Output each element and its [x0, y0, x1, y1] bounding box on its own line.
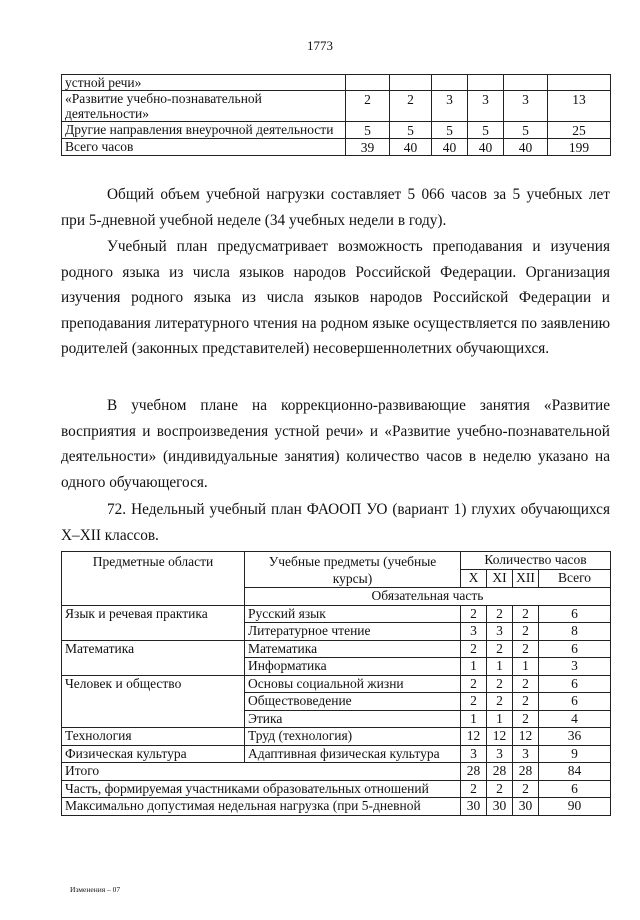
summary-hours-cell [548, 75, 611, 91]
summary-hours-cell: 5 [504, 122, 548, 139]
header-subjects: Учебные предметы (учебные курсы) [245, 552, 461, 588]
summary-hours-cell: 5 [432, 122, 468, 139]
paragraph-plan-title: 72. Недельный учебный план ФАООП УО (вариант 1) глухих обучающихся X–XII классов. [61, 501, 610, 544]
hours-grade-xi: 3 [487, 745, 513, 763]
hours-grade-xii: 3 [513, 745, 539, 763]
summary-hours-cell: 2 [346, 91, 390, 122]
hours-total: 6 [539, 605, 611, 623]
summary-hours-cell: 5 [468, 122, 504, 139]
plan-itogo-row [62, 763, 611, 781]
subject-area-cell: Технология [62, 728, 245, 746]
subject-cell: Русский язык [245, 605, 461, 623]
subject-area-cell: Физическая культура [62, 745, 245, 763]
hours-grade-x: 28 [461, 763, 487, 781]
hours-grade-xi: 12 [487, 728, 513, 746]
subject-area-cell: Язык и речевая практика [62, 605, 245, 640]
summary-hours-cell: 40 [390, 139, 432, 156]
hours-grade-xi: 28 [487, 763, 513, 781]
hours-grade-xi: 1 [487, 710, 513, 728]
hours-total: 36 [539, 728, 611, 746]
header-areas: Предметные области [62, 552, 245, 606]
header-grade-xi: XI [487, 570, 513, 588]
plan-row [62, 675, 611, 693]
subject-cell: Обществоведение [245, 693, 461, 711]
hours-total: 9 [539, 745, 611, 763]
hours-total: 6 [539, 675, 611, 693]
summary-row-label: Другие направления внеурочной деятельности [62, 122, 346, 139]
hours-grade-x: 3 [461, 745, 487, 763]
header-hours: Количество часов [461, 552, 611, 570]
summary-hours-cell: 40 [432, 139, 468, 156]
hours-grade-xii: 2 [513, 693, 539, 711]
hours-total: 6 [539, 780, 611, 798]
plan-max-row [62, 798, 611, 816]
hours-grade-x: 2 [461, 693, 487, 711]
hours-total: 84 [539, 763, 611, 781]
footer-changes-note: Изменения – 07 [70, 885, 121, 894]
hours-grade-x: 2 [461, 640, 487, 658]
header-grade-xii: XII [513, 570, 539, 588]
hours-grade-xii: 12 [513, 728, 539, 746]
hours-grade-xii: 2 [513, 675, 539, 693]
hours-grade-xii: 30 [513, 798, 539, 816]
hours-grade-xi: 2 [487, 675, 513, 693]
plan-itogo-label: Итого [62, 763, 461, 781]
summary-hours-cell [504, 75, 548, 91]
hours-total: 4 [539, 710, 611, 728]
hours-grade-xii: 2 [513, 605, 539, 623]
hours-grade-x: 1 [461, 658, 487, 676]
hours-grade-xi: 1 [487, 658, 513, 676]
weekly-plan-table [61, 551, 611, 816]
hours-grade-x: 12 [461, 728, 487, 746]
plan-row [62, 728, 611, 746]
summary-hours-cell: 40 [468, 139, 504, 156]
hours-grade-x: 30 [461, 798, 487, 816]
subject-cell: Этика [245, 710, 461, 728]
hours-total: 8 [539, 623, 611, 641]
subject-cell: Адаптивная физическая культура [245, 745, 461, 763]
hours-total: 6 [539, 693, 611, 711]
plan-row [62, 640, 611, 658]
summary-hours-cell: 3 [504, 91, 548, 122]
summary-hours-cell: 2 [390, 91, 432, 122]
paragraph-total-load: Общий объем учебной нагрузки составляет 5 066 часов за 5 учебных лет при 5-дневной учебной неделе (34 учебных недели в году). [61, 186, 610, 229]
summary-row [62, 139, 611, 156]
subject-cell: Основы социальной жизни [245, 675, 461, 693]
plan-part-row [62, 780, 611, 798]
subject-cell: Литературное чтение [245, 623, 461, 641]
subject-cell: Информатика [245, 658, 461, 676]
hours-grade-xi: 2 [487, 780, 513, 798]
summary-row-label: Всего часов [62, 139, 346, 156]
paragraph-correctional: В учебном плане на коррекционно-развивающие занятия «Развитие восприятия и воспроизведения устной речи» и «Развитие учебно-познавательной деятельности» (индивидуальные занятия) количество часов в неделю указано на одного обучающегося. [61, 397, 610, 491]
summary-hours-cell [468, 75, 504, 91]
summary-row-label: «Развитие учебно-познавательной деятельности» [62, 91, 346, 122]
header-total: Всего [539, 570, 611, 588]
hours-grade-x: 2 [461, 675, 487, 693]
paragraph-native-language: Учебный план предусматривает возможность преподавания и изучения родного языка из числа языков народов Российской Федерации. Организация изучения родного языка из числа языков народов Российской Федерации и преподавания литературного чтения на родном языке осуществляется по заявлению родителей (законных представителей) несовершеннолетних обучающихся. [61, 238, 610, 357]
hours-total: 6 [539, 640, 611, 658]
plan-part-label: Часть, формируемая участниками образовательных отношений [62, 780, 461, 798]
summary-row [62, 91, 611, 122]
hours-grade-xi: 2 [487, 605, 513, 623]
hours-grade-xi: 2 [487, 640, 513, 658]
subject-cell: Труд (технология) [245, 728, 461, 746]
summary-hours-cell: 5 [390, 122, 432, 139]
hours-grade-x: 1 [461, 710, 487, 728]
subject-area-cell: Математика [62, 640, 245, 675]
hours-summary-table [61, 74, 611, 156]
hours-grade-xii: 2 [513, 780, 539, 798]
summary-row [62, 75, 611, 91]
plan-row [62, 745, 611, 763]
summary-row-label: устной речи» [62, 75, 346, 91]
header-grade-x: X [461, 570, 487, 588]
summary-hours-cell [432, 75, 468, 91]
summary-hours-cell [390, 75, 432, 91]
hours-grade-xii: 2 [513, 640, 539, 658]
hours-grade-xii: 28 [513, 763, 539, 781]
plan-max-label: Максимально допустимая недельная нагрузка (при 5-дневной [62, 798, 461, 816]
hours-grade-xi: 2 [487, 693, 513, 711]
summary-row [62, 122, 611, 139]
summary-hours-cell: 40 [504, 139, 548, 156]
hours-grade-x: 2 [461, 605, 487, 623]
hours-grade-x: 3 [461, 623, 487, 641]
header-mandatory-part: Обязательная часть [245, 588, 611, 606]
summary-hours-cell: 5 [346, 122, 390, 139]
summary-hours-cell: 3 [432, 91, 468, 122]
summary-hours-cell: 199 [548, 139, 611, 156]
hours-total: 90 [539, 798, 611, 816]
subject-cell: Математика [245, 640, 461, 658]
summary-hours-cell: 25 [548, 122, 611, 139]
subject-area-cell: Человек и общество [62, 675, 245, 728]
plan-header-row [62, 552, 611, 570]
hours-total: 3 [539, 658, 611, 676]
summary-hours-cell: 39 [346, 139, 390, 156]
hours-grade-xi: 30 [487, 798, 513, 816]
hours-grade-x: 2 [461, 780, 487, 798]
summary-hours-cell: 3 [468, 91, 504, 122]
hours-grade-xii: 2 [513, 623, 539, 641]
summary-hours-cell [346, 75, 390, 91]
hours-grade-xii: 2 [513, 710, 539, 728]
hours-grade-xii: 1 [513, 658, 539, 676]
page-number: 1773 [307, 38, 333, 53]
plan-row [62, 605, 611, 623]
summary-hours-cell: 13 [548, 91, 611, 122]
hours-grade-xi: 3 [487, 623, 513, 641]
